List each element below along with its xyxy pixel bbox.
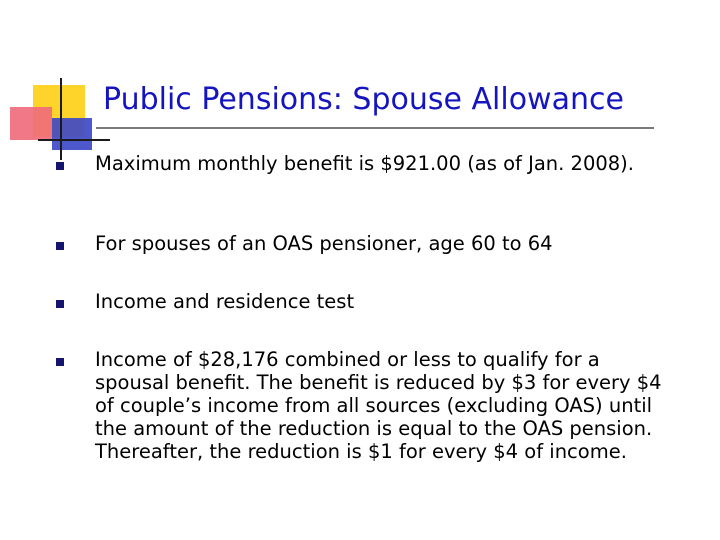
logo-blue-square (52, 118, 92, 150)
title-underline (96, 127, 654, 129)
bullet-square-icon (56, 300, 64, 308)
logo-vertical-line (60, 78, 62, 160)
decorative-logo (0, 0, 110, 160)
bullet-text: Income and residence test (95, 290, 355, 313)
logo-red-square (10, 107, 52, 140)
slide-title: Public Pensions: Spouse Allowance (103, 82, 624, 117)
bullet-text: Maximum monthly benefit is $921.00 (as of Jan. 2008). (95, 152, 634, 175)
logo-horizontal-line (38, 139, 110, 141)
bullet-square-icon (56, 162, 64, 170)
bullet-text: Income of $28,176 combined or less to qualify for a spousal benefit. The benefit is reduced by $3 for every $4 of couple’s income from all sources (excluding OAS) until the amount of the reduction is equal to the OAS pension. Thereafter, the reduction is $1 for every $4 of income. (95, 348, 662, 463)
bullet-square-icon (56, 358, 64, 366)
bullet-square-icon (56, 242, 64, 250)
bullet-text: For spouses of an OAS pensioner, age 60 to 64 (95, 232, 553, 255)
